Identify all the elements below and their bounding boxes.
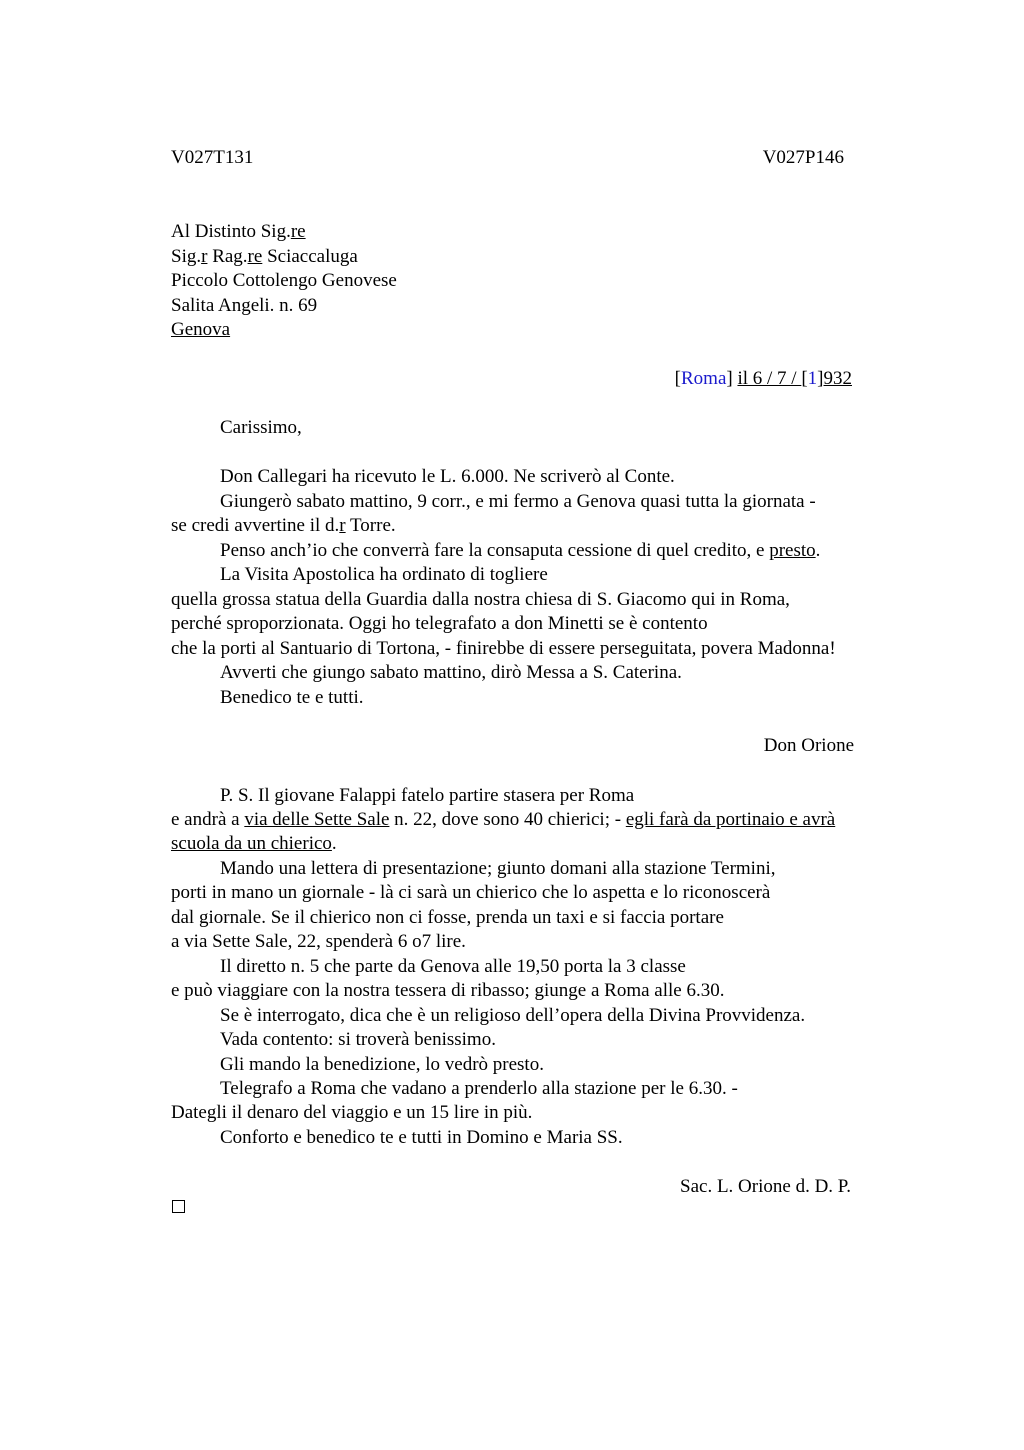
end-marker-square-icon — [172, 1200, 185, 1213]
ps-line-7: a via Sette Sale, 22, spenderà 6 o7 lire. — [171, 931, 466, 952]
ps-line-4: Mando una lettera di presentazione; giunto domani alla stazione Termini, — [220, 858, 776, 879]
body-line-5: La Visita Apostolica ha ordinato di togliere — [220, 564, 548, 585]
ps-line-12: Gli mando la benedizione, lo vedrò presto. — [220, 1054, 544, 1075]
body-line-4: Penso anch’io che converrà fare la consaputa cessione di quel credito, e presto. — [220, 540, 821, 561]
ps-line-5: porti in mano un giornale - là ci sarà un chierico che lo aspetta e lo riconoscerà — [171, 882, 771, 903]
body-line-10: Benedico te e tutti. — [220, 687, 364, 708]
ps-line-3: scuola da un chierico. — [171, 833, 337, 854]
ps-line-11: Vada contento: si troverà benissimo. — [220, 1029, 496, 1050]
body-line-3: se credi avvertine il d.r Torre. — [171, 515, 396, 536]
address-line-4: Salita Angeli. n. 69 — [171, 295, 318, 316]
ps-line-8: Il diretto n. 5 che parte da Genova alle 19,50 porta la 3 classe — [220, 956, 686, 977]
signature-don-orione: Don Orione — [763, 735, 854, 756]
ps-line-2: e andrà a via delle Sette Sale n. 22, dove sono 40 chierici; - egli farà da portinaio e avrà — [171, 809, 836, 830]
body-line-1: Don Callegari ha ricevuto le L. 6.000. Ne scriverò al Conte. — [220, 466, 675, 487]
ps-line-14: Dategli il denaro del viaggio e un 15 lire in più. — [171, 1102, 533, 1123]
address-city: Genova — [171, 319, 231, 340]
letter-date: [Roma] il 6 / 7 / [1]932 — [674, 368, 852, 389]
ps-line-9: e può viaggiare con la nostra tessera di ribasso; giunge a Roma alle 6.30. — [171, 980, 725, 1001]
doc-code-right: V027P146 — [762, 147, 844, 168]
body-line-9: Avverti che giungo sabato mattino, dirò Messa a S. Caterina. — [220, 662, 682, 683]
ps-line-1: P. S. Il giovane Falappi fatelo partire stasera per Roma — [220, 785, 635, 806]
ps-line-6: dal giornale. Se il chierico non ci fosse, prenda un taxi e si faccia portare — [171, 907, 724, 928]
body-line-7: perché sproporzionata. Oggi ho telegrafato a don Minetti se è contento — [171, 613, 708, 634]
ps-line-10: Se è interrogato, dica che è un religioso dell’opera della Divina Provvidenza. — [220, 1005, 806, 1026]
signature-sac-orione: Sac. L. Orione d. D. P. — [680, 1176, 851, 1197]
address-line-1: Al Distinto Sig.re — [171, 221, 306, 242]
body-line-8: che la porti al Santuario di Tortona, - finirebbe di essere perseguitata, povera Madonna! — [171, 638, 836, 659]
body-line-2: Giungerò sabato mattino, 9 corr., e mi fermo a Genova quasi tutta la giornata - — [220, 491, 816, 512]
ps-line-15: Conforto e benedico te e tutti in Domino e Maria SS. — [220, 1127, 623, 1148]
body-line-6: quella grossa statua della Guardia dalla nostra chiesa di S. Giacomo qui in Roma, — [171, 589, 790, 610]
address-line-2: Sig.r Rag.re Sciaccaluga — [171, 246, 358, 267]
salutation: Carissimo, — [220, 417, 302, 438]
doc-code-left: V027T131 — [171, 147, 254, 168]
address-line-3: Piccolo Cottolengo Genovese — [171, 270, 397, 291]
ps-line-13: Telegrafo a Roma che vadano a prenderlo alla stazione per le 6.30. - — [220, 1078, 738, 1099]
